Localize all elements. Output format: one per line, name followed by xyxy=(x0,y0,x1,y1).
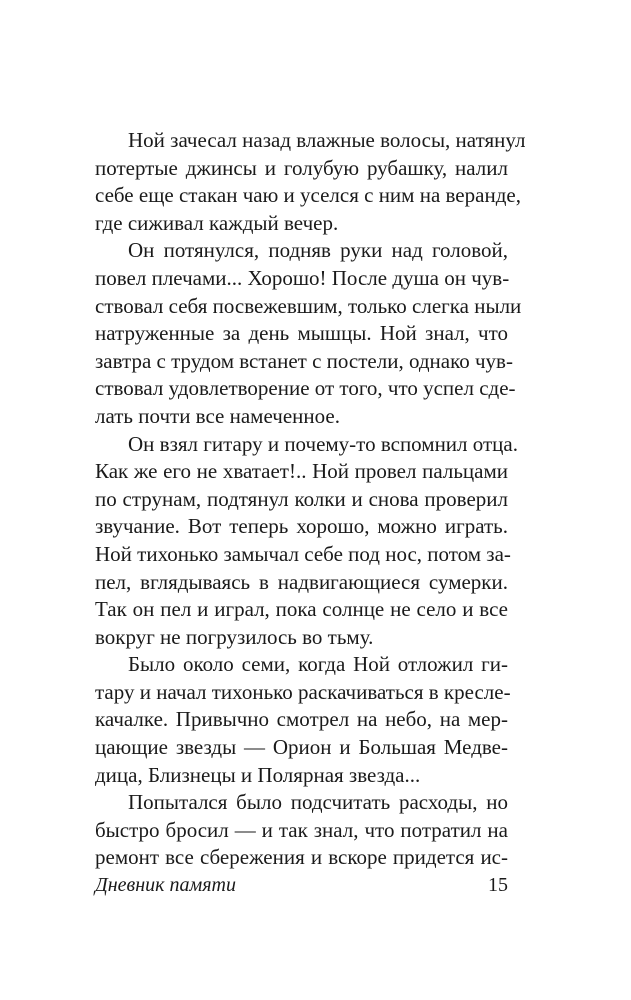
text-line: потертые джинсы и голубую рубашку, налил xyxy=(95,155,508,180)
running-title: Дневник памяти xyxy=(95,874,236,896)
paragraph xyxy=(95,651,511,789)
text-line: тару и начал тихонько раскачиваться в кресле- xyxy=(95,679,511,704)
text-line: Так он пел и играл, пока солнце не село и все xyxy=(95,597,508,622)
text-line: где сиживал каждый вечер. xyxy=(95,210,339,235)
text-line: ствовал удовлетворение от того, что успел сде- xyxy=(95,376,516,401)
paragraph xyxy=(95,127,526,237)
page-footer xyxy=(95,874,508,897)
text-line: качалке. Привычно смотрел на небо, на мер- xyxy=(95,707,508,732)
page-body xyxy=(95,127,526,872)
text-line: Попытался было подсчитать расходы, но xyxy=(128,790,508,815)
text-line: пел, вглядываясь в надвигающиеся сумерки. xyxy=(95,569,508,594)
page-number: 15 xyxy=(488,874,508,896)
text-line: завтра с трудом встанет с постели, однако чув- xyxy=(95,348,513,373)
text-line: Ной зачесал назад влажные волосы, натянул xyxy=(128,128,526,152)
text-line: лать почти все намеченное. xyxy=(95,403,340,428)
text-line: себе еще стакан чаю и уселся с ним на веранде, xyxy=(95,183,521,208)
text-line: вокруг не погрузилось во тьму. xyxy=(95,624,374,649)
text-line: Как же его не хватает!.. Ной провел пальцами xyxy=(95,459,508,484)
paragraph xyxy=(95,789,508,872)
text-line: натруженные за день мышцы. Ной знал, что xyxy=(95,321,508,346)
text-line: Он взял гитару и почему-то вспомнил отца. xyxy=(128,431,518,456)
text-line: ствовал себя посвежевшим, только слегка ныли xyxy=(95,293,522,318)
paragraph xyxy=(95,237,522,430)
text-line: цающие звезды — Орион и Большая Медве- xyxy=(95,735,508,760)
text-line: повел плечами... Хорошо! После душа он чув- xyxy=(95,265,510,290)
text-line: Он потянулся, подняв руки над головой, xyxy=(128,238,508,263)
text-line: Было около семи, когда Ной отложил ги- xyxy=(128,652,508,677)
text-line: по струнам, подтянул колки и снова проверил xyxy=(95,486,508,511)
text-line: быстро бросил — и так знал, что потратил на xyxy=(95,817,508,842)
text-line: ремонт все сбережения и вскоре придется ис- xyxy=(95,845,508,870)
text-line: Ной тихонько замычал себе под нос, потом за- xyxy=(95,541,511,566)
paragraph xyxy=(95,431,518,652)
text-line: дица, Близнецы и Полярная звезда... xyxy=(95,762,421,787)
text-line: звучание. Вот теперь хорошо, можно играть. xyxy=(95,514,508,539)
